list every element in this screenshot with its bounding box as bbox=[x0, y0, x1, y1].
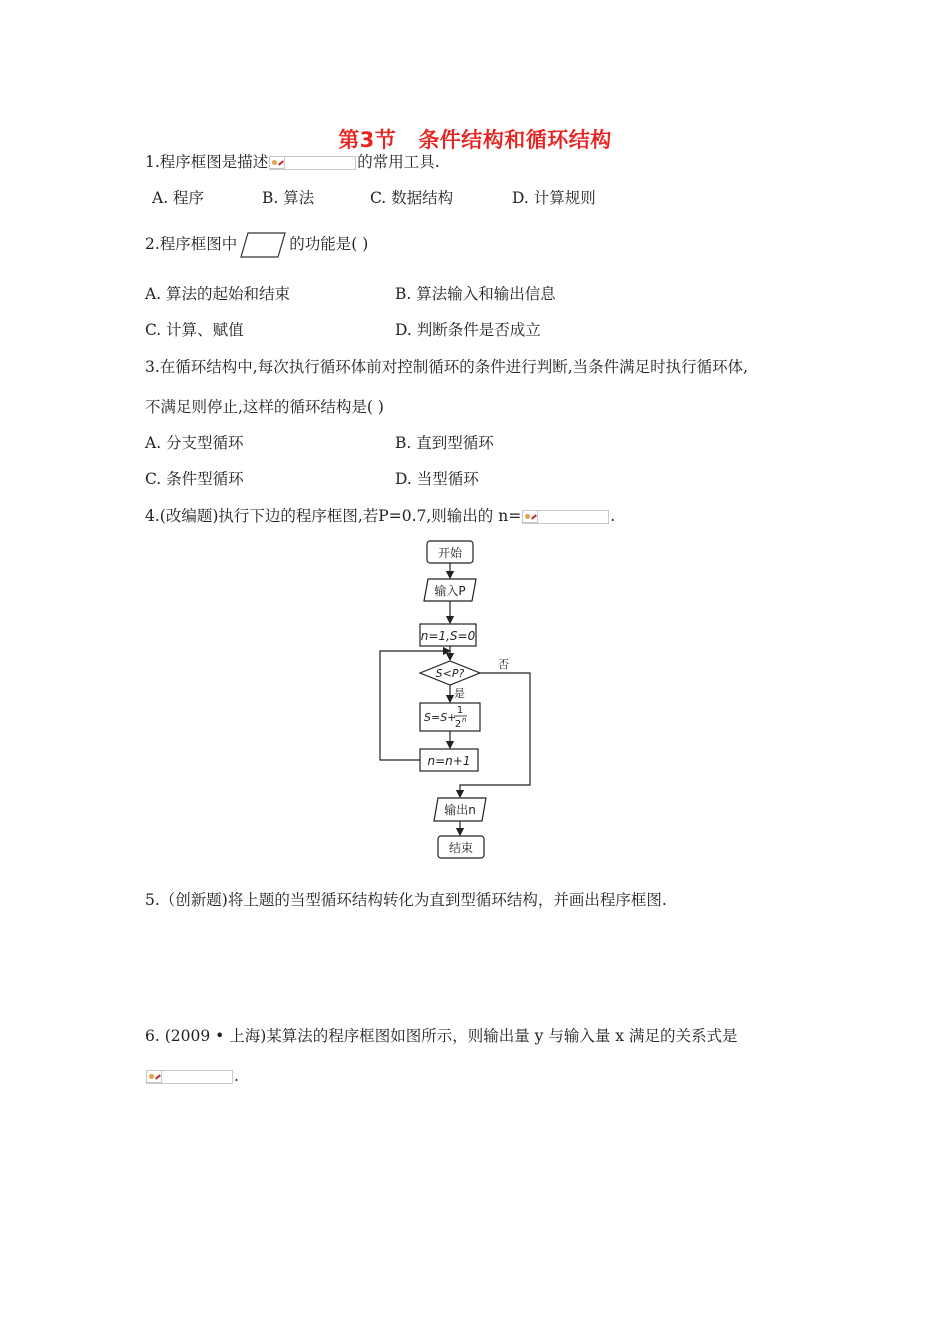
q6-stem-after: . bbox=[234, 1067, 239, 1085]
image-placeholder-icon bbox=[269, 156, 285, 169]
update-s-denominator: 2 bbox=[454, 719, 462, 730]
q2-option-b: B. 算法输入和输出信息 bbox=[395, 285, 556, 303]
question-6: 6. (2009 • 上海)某算法的程序框图如图所示，则输出量 y 与输入量 x 满足的关系式是 bbox=[145, 1027, 738, 1045]
q2-option-d: D. 判断条件是否成立 bbox=[395, 321, 541, 339]
q3-stem-line1: 3.在循环结构中,每次执行循环体前对控制循环的条件进行判断,当条件满足时执行循环体, bbox=[145, 358, 749, 376]
flowchart bbox=[370, 535, 550, 865]
q1-stem-before: 1.程序框图是描述 bbox=[145, 153, 269, 171]
condition-label: S<P? bbox=[435, 667, 465, 680]
yes-label: 是 bbox=[454, 687, 465, 700]
q1-option-d: D. 计算规则 bbox=[512, 189, 596, 207]
q3-stem-line2: 不满足则停止,这样的循环结构是( ) bbox=[145, 398, 384, 416]
no-label: 否 bbox=[498, 658, 509, 671]
q2-stem-before: 2.程序框图中 bbox=[145, 235, 238, 253]
q3-option-a: A. 分支型循环 bbox=[145, 434, 244, 452]
update-s-exponent: n bbox=[462, 716, 467, 724]
end-label: 结束 bbox=[448, 841, 474, 855]
question-5: 5.（创新题)将上题的当型循环结构转化为直到型循环结构，并画出程序框图. bbox=[145, 891, 667, 909]
q4-stem-after: . bbox=[610, 507, 616, 525]
parallelogram-icon bbox=[240, 232, 286, 258]
q3-option-d: D. 当型循环 bbox=[395, 470, 479, 488]
q2-stem-after: 的功能是( ) bbox=[289, 235, 369, 253]
question-1 bbox=[145, 152, 440, 172]
input-label: 输入P bbox=[434, 584, 466, 598]
question-2 bbox=[145, 232, 368, 258]
init-label: n=1,S=0 bbox=[420, 629, 476, 643]
answer-blank[interactable] bbox=[522, 510, 609, 524]
answer-blank[interactable] bbox=[269, 156, 356, 170]
question-4 bbox=[145, 506, 615, 526]
output-label: 输出n bbox=[444, 803, 476, 817]
q1-option-c: C. 数据结构 bbox=[370, 189, 454, 207]
start-label: 开始 bbox=[437, 546, 463, 560]
q4-stem-before: 4.(改编题)执行下边的程序框图,若P=0.7,则输出的 n= bbox=[145, 507, 522, 525]
q1-option-a: A. 程序 bbox=[152, 189, 205, 207]
title-section: 第3节 bbox=[338, 128, 397, 152]
q1-option-b: B. 算法 bbox=[262, 189, 315, 207]
image-placeholder-icon bbox=[522, 510, 538, 523]
q2-option-c: C. 计算、赋值 bbox=[145, 321, 244, 339]
update-s-numerator: 1 bbox=[456, 705, 464, 716]
image-placeholder-icon bbox=[146, 1070, 162, 1083]
q2-option-a: A. 算法的起始和结束 bbox=[145, 285, 291, 303]
title-topic: 条件结构和循环结构 bbox=[418, 128, 612, 152]
answer-blank[interactable] bbox=[146, 1070, 233, 1084]
update-n-label: n=n+1 bbox=[427, 754, 471, 768]
q3-option-b: B. 直到型循环 bbox=[395, 434, 494, 452]
update-s-prefix: S=S+ bbox=[424, 711, 457, 724]
page-title bbox=[0, 124, 950, 154]
q3-option-c: C. 条件型循环 bbox=[145, 470, 244, 488]
q6-answer-line bbox=[145, 1066, 239, 1086]
q1-stem-after: 的常用工具. bbox=[357, 153, 440, 171]
